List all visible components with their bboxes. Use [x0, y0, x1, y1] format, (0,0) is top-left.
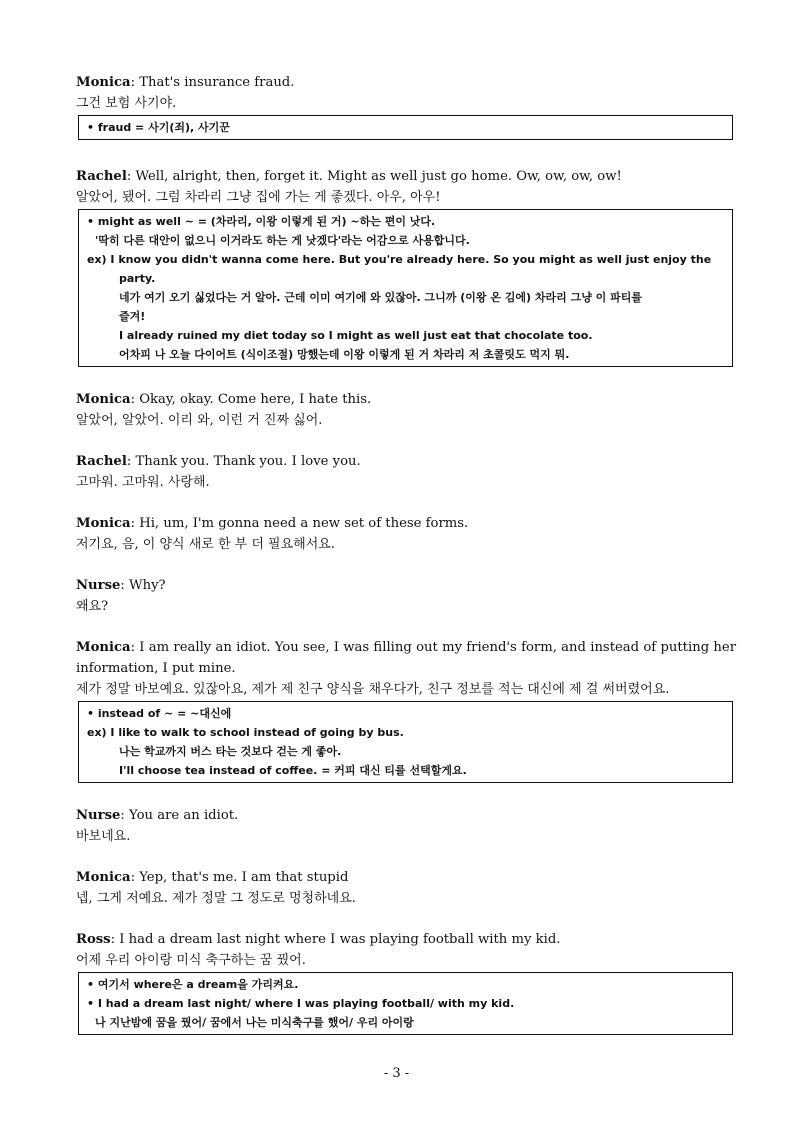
document-page	[76, 72, 736, 1055]
english-text: Thank you. Thank you. I love you.	[135, 454, 361, 469]
english-text: Yep, that's me. I am that stupid	[139, 870, 349, 885]
speaker-name: Nurse	[76, 578, 121, 593]
speaker-name: Rachel	[76, 454, 127, 469]
dialogue-block	[76, 805, 736, 847]
korean-line: 알았어, 알았어. 이리 와, 이런 거 진짜 싫어.	[76, 413, 323, 428]
speaker-name: Rachel	[76, 169, 127, 184]
english-line: Rachel: Well, alright, then, forget it. Might as well just go home. Ow, ow, ow, ow!	[76, 169, 622, 184]
speaker-name: Monica	[76, 392, 131, 407]
dialogue-block	[76, 867, 736, 909]
korean-line: 바보네요.	[76, 829, 131, 844]
korean-line: 넵, 그게 저예요. 제가 정말 그 정도로 멍청하네요.	[76, 891, 356, 906]
korean-line: 저기요, 음, 이 양식 새로 한 부 더 필요해서요.	[76, 537, 335, 552]
korean-line: 어제 우리 아이랑 미식 축구하는 꿈 꿨어.	[76, 953, 306, 968]
korean-line: 제가 정말 바보예요. 있잖아요, 제가 제 친구 양식을 채우다가, 친구 정보를 적는 대신에 제 걸 써버렸어요.	[76, 682, 670, 697]
page-number: - 3 -	[383, 1066, 410, 1081]
english-line: Nurse: You are an idiot.	[76, 808, 239, 823]
note-line: • might as well ~ = (차라리, 이왕 이렇게 된 거) ~하는 편이 낫다.	[87, 215, 436, 228]
dialogue-block	[76, 637, 736, 783]
korean-line: 그건 보험 사기야.	[76, 96, 177, 111]
english-text: You are an idiot.	[129, 808, 239, 823]
example-translation: 네가 여기 오기 싫었다는 거 알아. 근데 이미 여기에 와 있잖아. 그니까 (이왕 온 김에) 차라리 그냥 이 파티를	[119, 291, 643, 304]
speaker-name: Monica	[76, 870, 131, 885]
english-text: Okay, okay. Come here, I hate this.	[139, 392, 372, 407]
speaker-name: Ross	[76, 932, 111, 947]
korean-line: 고마워. 고마워. 사랑해.	[76, 475, 210, 490]
vocab-note-box	[78, 209, 733, 367]
english-line: Monica: I am really an idiot. You see, I was filling out my friend's form, and instead of putting her information, I put mine.	[76, 640, 736, 676]
korean-line: 왜요?	[76, 599, 109, 614]
note-line: • I had a dream last night/ where I was playing football/ with my kid.	[87, 997, 515, 1010]
english-line: Monica: Hi, um, I'm gonna need a new set of these forms.	[76, 516, 469, 531]
speaker-name: Monica	[76, 75, 131, 90]
speaker-name: Monica	[76, 640, 131, 655]
english-text: That's insurance fraud.	[139, 75, 295, 90]
english-line: Monica: Yep, that's me. I am that stupid	[76, 870, 349, 885]
dialogue-block	[76, 929, 736, 1035]
english-text: Why?	[129, 578, 166, 593]
vocab-note-box	[78, 701, 733, 783]
example-line: party.	[119, 272, 156, 285]
speaker-name: Nurse	[76, 808, 121, 823]
example-translation: 나는 학교까지 버스 타는 것보다 걷는 게 좋아.	[119, 745, 342, 758]
vocab-note-box	[78, 972, 733, 1035]
speaker-name: Monica	[76, 516, 131, 531]
example-line: ex) I know you didn't wanna come here. But you're already here. So you might as well just enjoy the	[87, 253, 712, 266]
english-line: Monica: Okay, okay. Come here, I hate this.	[76, 392, 372, 407]
english-text: I am really an idiot. You see, I was filling out my friend's form, and instead of putting her information, I put mine.	[76, 640, 736, 676]
dialogue-block	[76, 389, 736, 431]
english-line: Monica: That's insurance fraud.	[76, 75, 295, 90]
example-line: I already ruined my diet today so I might as well just eat that chocolate too.	[119, 329, 593, 342]
english-line: Rachel: Thank you. Thank you. I love you.	[76, 454, 361, 469]
note-line: • 여기서 where은 a dream을 가리켜요.	[87, 978, 299, 991]
english-text: Hi, um, I'm gonna need a new set of these forms.	[139, 516, 469, 531]
english-text: Well, alright, then, forget it. Might as well just go home. Ow, ow, ow, ow!	[135, 169, 622, 184]
dialogue-block	[76, 166, 736, 367]
note-line: 나 지난밤에 꿈을 꿨어/ 꿈에서 나는 미식축구를 했어/ 우리 아이랑	[95, 1016, 414, 1029]
example-line: I'll choose tea instead of coffee. = 커피 대신 티를 선택할게요.	[119, 764, 467, 777]
note-line: • instead of ~ = ~대신에	[87, 707, 232, 720]
example-line: ex) I like to walk to school instead of going by bus.	[87, 726, 404, 739]
dialogue-block	[76, 513, 736, 555]
english-text: I had a dream last night where I was playing football with my kid.	[119, 932, 561, 947]
dialogue-block	[76, 72, 736, 140]
korean-line: 알았어, 됐어. 그럼 차라리 그냥 집에 가는 게 좋겠다. 아우, 아우!	[76, 190, 441, 205]
dialogue-block	[76, 575, 736, 617]
note-line: • fraud = 사기(죄), 사기꾼	[87, 121, 230, 134]
dialogue-block	[76, 451, 736, 493]
english-line: Ross: I had a dream last night where I was playing football with my kid.	[76, 932, 561, 947]
english-line: Nurse: Why?	[76, 578, 166, 593]
note-line: '딱히 다른 대안이 없으니 이거라도 하는 게 낫겠다'라는 어감으로 사용합니다.	[95, 234, 470, 247]
vocab-note-box	[78, 115, 733, 140]
example-translation: 즐겨!	[119, 310, 146, 323]
example-translation: 어차피 나 오늘 다이어트 (식이조절) 망했는데 이왕 이렇게 된 거 차라리 저 초콜릿도 먹지 뭐.	[119, 348, 570, 361]
